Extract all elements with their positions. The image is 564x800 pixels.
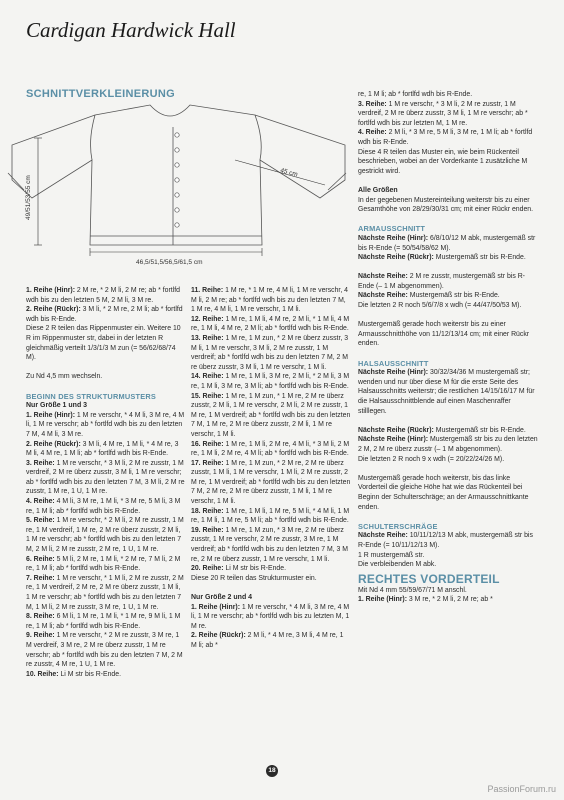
instruction-row xyxy=(358,291,538,301)
row-text: 2 M re, * 2 M li, 2 M re; ab * fortlfd wdh bis zu den letzten 5 M, 2 M li, 3 M re. xyxy=(26,287,180,304)
neckline-continue: Mustergemäß gerade hoch weiterstr, bis das linke Vorderteil die gleiche Höhe hat wie das Rückenteil bei Beginn der Schulterschräge; an der Armausschnittkante enden. xyxy=(358,474,529,511)
row-text: 3 M li, * 2 M re, 2 M li; ab * fortlfd wdh bis R-Ende. xyxy=(26,306,183,323)
instruction-row xyxy=(358,128,538,147)
pattern-rows-11-20 xyxy=(191,286,351,574)
button-icon xyxy=(175,163,179,167)
button-icon xyxy=(175,148,179,152)
row-text: 1 M re, 1 M li, 2 M re, 4 M li, * 3 M li, 2 M re, 1 M li, 2 M re, 4 M li; ab * fortlfd wdh bis R-Ende. xyxy=(191,440,350,458)
row-label: 14. Reihe: xyxy=(191,373,224,381)
row-text: Die letzten 2 R noch 9 x wdh (= 20/22/24/26 M). xyxy=(358,455,505,463)
pattern-rows-1-10 xyxy=(26,411,186,680)
instruction-row xyxy=(191,315,351,334)
row-label: 17. Reihe: xyxy=(191,459,224,467)
row-label: Nächste Reihe (Hinr): xyxy=(358,436,429,444)
instruction-row xyxy=(358,595,538,605)
row-text: 1 M re verschr, * 3 M li, 2 M re zusstr, 1 M verdreif, 2 M re überz zusstr, 3 M li, 1 M re verschr; ab * fortlfd wdh bis zur letzten M, 1 M re. xyxy=(358,100,528,127)
instruction-row xyxy=(358,586,538,596)
row-label: 19. Reihe: xyxy=(191,526,224,534)
instruction-row xyxy=(26,631,186,669)
row-text: 1 R mustergemäß str. xyxy=(358,551,425,559)
instruction-row xyxy=(191,440,351,459)
dim-width-label: 46,5/51,5/56,5/61,5 cm xyxy=(136,259,203,266)
instruction-row xyxy=(358,531,538,550)
heading-armausschnitt: ARMAUSSCHNITT xyxy=(358,224,426,234)
pattern-rows-3-4 xyxy=(358,100,538,148)
pattern-note-front: Diese 4 R teilen das Muster ein, wie beim Rückenteil beschrieben, wobei an der Vorderkante 1 zusätzliche M gestrickt wird. xyxy=(358,148,528,175)
instruction-row xyxy=(358,560,538,570)
subheading-size-1-3: Nur Größe 1 und 3 xyxy=(26,402,88,410)
instruction-row xyxy=(26,574,186,612)
row-label: 15. Reihe: xyxy=(191,392,224,400)
row-text: 2 M li, * 4 M re, 3 M li, 4 M re, 1 M li; ab * xyxy=(191,632,344,649)
row-label: 3. Reihe: xyxy=(358,100,387,108)
instruction-row xyxy=(26,497,186,516)
subheading-size-2-4: Nur Größe 2 und 4 xyxy=(191,594,253,601)
instruction-row xyxy=(26,411,186,440)
row-text: Mustergemäß str bis R-Ende. xyxy=(433,254,526,262)
row-text: 1 M re verschr, * 3 M li, 2 M re zusstr, 1 M verdreif, 2 M re überz zusstr, 3 M li, 1 M re verschr; ab * fortlfd wdh bis zu den letzten 7 M, 3 M li, 2 M re zusstr, 1 M re, 1 U, 1 M re. xyxy=(26,459,185,496)
row-label: 4. Reihe: xyxy=(358,129,387,137)
heading-rechtes-vorderteil: RECHTES VORDERTEIL xyxy=(358,571,500,586)
armhole-line-left xyxy=(91,115,95,160)
pattern-rows-size-2-4 xyxy=(191,603,351,651)
instruction-row xyxy=(191,459,351,507)
row-text: Die verbleibenden M abk. xyxy=(358,561,437,569)
row-text: 1 M re, 1 M zun, * 3 M re, 2 M re überz zusstr, 1 M re verschr, 2 M re zusstr, 3 M re, 1 M verdreif; ab * fortlfd wdh bis zu den letzten 7 M, 3 M re, 2 M re überz zusstr, 1 M re verschr, 1 M li. xyxy=(191,526,349,563)
row-label: 11. Reihe: xyxy=(191,287,224,294)
instruction-row xyxy=(191,372,351,391)
row-label: 1. Reihe (Hinr): xyxy=(26,287,76,294)
button-icon xyxy=(175,133,179,137)
instruction-row xyxy=(358,234,538,253)
instruction-row xyxy=(358,426,538,436)
row-text: Li M str bis R-Ende. xyxy=(223,565,286,573)
row-text: 30/32/34/36 M mustergemäß str; wenden und nur über diese M für die erste Seite des Halsausschnitts weiterstr; die restlichen 14/15/16/17 M für die Halsausschnittblende auf einen Maschenraffer stilllegen. xyxy=(358,369,535,415)
row-text: 3 M re, * 2 M li, 2 M re; ab * xyxy=(407,596,493,604)
button-icon xyxy=(175,178,179,182)
instruction-row xyxy=(191,631,351,650)
instruction-row xyxy=(358,551,538,561)
row-label: 1. Reihe (Hinr): xyxy=(26,411,76,419)
row-text: Diese 2 R teilen das Rippenmuster ein. Weitere 10 R im Rippenmuster str, dabei in der letzten R gleichmäßig verteilt 1/3/1/3 M zun (= 56/62/68/74 M). xyxy=(26,325,181,362)
dim-height-label: 49/51/53/55 cm xyxy=(25,175,32,220)
armhole-rows xyxy=(358,234,538,263)
cardigan-schematic xyxy=(0,100,360,275)
instruction-row xyxy=(191,526,351,564)
watermark: PassionForum.ru xyxy=(487,784,556,794)
row-label: 8. Reihe: xyxy=(26,613,55,621)
row-text: 1 M re verschr, * 1 M li, 2 M re zusstr, 2 M re, 1 M verdreif, 2 M re, 2 M re überz zusstr, 1 M li, 1 M re verschr; ab * fortlfd wdh bis zu den letzten 7 M, 1 M li, 2 M re zusstr, 3 M re, 1 U, 1 M re. xyxy=(26,574,184,611)
row-label: Nächste Reihe (Rückr): xyxy=(358,426,434,434)
armhole-rows-2 xyxy=(358,272,538,310)
instruction-row xyxy=(358,301,538,311)
row-text: 4 M li, 3 M re, 1 M li, * 3 M re, 5 M li, 3 M re, 1 M li; ab * fortlfd wdh bis R-Ende. xyxy=(26,498,181,515)
instruction-row xyxy=(191,392,351,440)
instruction-row xyxy=(358,100,538,129)
rib-instructions xyxy=(26,286,186,363)
continued-text: re, 1 M li; ab * fortlfd wdh bis R-Ende. xyxy=(358,91,473,98)
instruction-row xyxy=(26,612,186,631)
dim-sleeve-label: 45 cm xyxy=(279,167,299,179)
section-heading: SCHNITTVERKLEINERUNG xyxy=(26,88,176,100)
instruction-row xyxy=(191,507,351,526)
row-label: Nächste Reihe (Rückr): xyxy=(358,254,434,262)
row-text: 1 M re verschr, * 2 M li, 2 M re zusstr, 1 M re, 1 M verdreif, 1 M re, 2 M re überz zusstr, 2 M li, 1 M re verschr; ab * fortlfd wdh bis zu den letzten 7 M, 2 M li, 2 M re zusstr, 2 M re, 1 U, 1 M re. xyxy=(26,517,184,554)
row-label: Nächste Reihe: xyxy=(358,273,408,281)
instruction-row xyxy=(26,516,186,554)
instruction-row xyxy=(26,286,186,305)
row-label: Nächste Reihe: xyxy=(358,292,408,300)
instruction-row xyxy=(358,368,538,416)
neckline-rows xyxy=(358,368,538,416)
row-text: Mit Nd 4 mm 55/59/67/71 M anschl. xyxy=(358,586,467,594)
instruction-row xyxy=(191,334,351,372)
row-text: Mustergemäß str bis R-Ende. xyxy=(407,292,500,300)
all-sizes-text: In der gegebenen Mustereinteilung weiterstr bis zu einer Gesamthöhe von 28/29/30/31 cm; mit einer Rückr enden. xyxy=(358,196,534,214)
row-label: 10. Reihe: xyxy=(26,670,59,678)
instruction-row xyxy=(191,286,351,315)
button-icon xyxy=(175,223,179,227)
needle-change: Zu Nd 4,5 mm wechseln. xyxy=(26,373,103,381)
text-column-2 xyxy=(191,286,351,651)
row-label: 4. Reihe: xyxy=(26,498,55,506)
pattern-note: Diese 20 R teilen das Strukturmuster ein. xyxy=(191,574,317,582)
row-label: 2. Reihe (Rückr): xyxy=(191,632,246,640)
row-text: 1 M re verschr, * 4 M li, 3 M re, 4 M li, 1 M re verschr; ab * fortlfd wdh bis zu letzten M, 1 M re. xyxy=(191,603,350,630)
heading-halsausschnitt: HALSAUSSCHNITT xyxy=(358,358,429,368)
row-label: 2. Reihe (Rückr): xyxy=(26,306,81,314)
button-icon xyxy=(175,193,179,197)
armhole-line-right xyxy=(255,115,261,160)
row-label: 7. Reihe: xyxy=(26,574,55,582)
row-text: Mustergemäß str bis R-Ende. xyxy=(433,426,526,434)
shoulder-rows xyxy=(358,531,538,569)
row-label: 2. Reihe (Rückr): xyxy=(26,440,81,448)
row-text: 2 M li, * 3 M re, 5 M li, 3 M re, 1 M li; ab * fortlfd wdh bis R-Ende. xyxy=(358,129,533,146)
row-label: 18. Reihe: xyxy=(191,507,224,515)
row-text: 1 M re, 1 M zun, * 2 M re überz zusstr, 3 M li, 1 M re verschr, 3 M li, 2 M re zusstr, 1 M verdreif; ab * fortlfd wdh bis zu den letzten 7 M, 2 M re überz zusstr, 3 M li, 1 M re verschr, 1 M li. xyxy=(191,334,349,371)
instruction-row xyxy=(358,253,538,263)
instruction-row xyxy=(191,603,351,632)
heading-schulterschraege: SCHULTERSCHRÄGE xyxy=(358,521,438,531)
row-text: 1 M re, 1 M li, 1 M re, 5 M li, * 4 M li, 1 M re, 1 M li, 1 M re, 5 M li; ab * fortlfd wdh bis R-Ende. xyxy=(191,507,350,525)
instruction-row xyxy=(26,440,186,459)
text-column-1 xyxy=(26,286,186,679)
row-text: 1 M re verschr, * 4 M li, 3 M re, 4 M li, 1 M re verschr; ab * fortlfd wdh bis zu den letzten 7 M, 4 M li, 3 M re. xyxy=(26,411,185,438)
instruction-row xyxy=(358,455,538,465)
row-label: 13. Reihe: xyxy=(191,334,224,342)
instruction-row xyxy=(26,459,186,497)
page-title: Cardigan Hardwick Hall xyxy=(26,18,236,42)
row-text: 6/8/10/12 M abk, mustergemäß str bis R-Ende (= 50/54/58/62 M). xyxy=(358,234,536,252)
row-text: 10/11/12/13 M abk, mustergemäß str bis R-Ende (= 10/11/12/13 M). xyxy=(358,532,533,549)
row-text: Die letzten 2 R noch 5/6/7/8 x wdh (= 44/47/50/53 M). xyxy=(358,302,522,310)
cuff-line-left xyxy=(8,173,24,190)
row-text: 5 M li, 2 M re, 1 M li, * 2 M re, 7 M li, 2 M re, 1 M li; ab * fortlfd wdh bis R-Ende. xyxy=(26,555,181,573)
right-front-rows xyxy=(358,586,538,605)
page-number: 18 xyxy=(266,765,278,777)
row-label: 5. Reihe: xyxy=(26,517,55,525)
row-label: Nächste Reihe (Hinr): xyxy=(358,369,429,377)
instruction-row xyxy=(26,670,186,680)
row-text: 1 M re, 1 M li, 4 M re, 2 M li, * 1 M li, 4 M re, 1 M li, 4 M re, 2 M li; ab * fortlfd wdh bis R-Ende. xyxy=(191,315,350,333)
row-label: 6. Reihe: xyxy=(26,555,55,563)
row-text: 2 M re zusstr, mustergemäß str bis R-Ende (– 1 M abgenommen). xyxy=(358,273,525,290)
row-text: 3 M li, 4 M re, 1 M li, * 4 M re, 3 M li, 4 M re, 1 M li; ab * fortlfd wdh bis R-Ende. xyxy=(26,440,179,458)
instruction-row xyxy=(191,564,351,574)
instruction-row xyxy=(26,305,186,324)
row-text: 1 M re, * 1 M re, 4 M li, 1 M re verschr, 4 M li, 2 M re; ab * fortlfd wdh bis zu den letzten 7 M, 1 M re, 4 M li, 1 M re verschr, 1 M li. xyxy=(191,287,349,314)
row-label: 3. Reihe: xyxy=(26,459,55,467)
button-icon xyxy=(175,208,179,212)
instruction-row xyxy=(358,435,538,454)
row-label: Nächste Reihe: xyxy=(358,532,408,540)
row-text: 1 M re, 1 M zun, * 2 M re, 2 M re überz zusstr, 1 M li, 1 M re verschr, 1 M li, 2 M re zusstr, 2 M re, 1 M verdreif; ab * fortlfd wdh bis zu den letzten 7 M, 2 M re, 2 M re überz zusstr, 1 M li, 1 M re verschr, 1 M li. xyxy=(191,459,351,506)
heading-strukturmuster: BEGINN DES STRUKTURMUSTERS xyxy=(26,391,157,401)
row-label: 16. Reihe: xyxy=(191,440,224,448)
subheading-all-sizes: Alle Größen xyxy=(358,186,398,194)
row-label: 1. Reihe (Hinr): xyxy=(191,603,241,611)
row-text: 1 M re, 1 M li, 3 M re, 2 M li, * 2 M li, 3 M re, 1 M li, 3 M re, 3 M li; ab * fortlfd wdh bis R-Ende. xyxy=(191,373,350,390)
armhole-continue: Mustergemäß gerade hoch weiterstr bis zu einer Armausschnitthöhe von 11/12/13/14 cm; mit einer Rückr enden. xyxy=(358,321,530,348)
row-text: 6 M li, 1 M re, 1 M li, * 1 M re, 9 M li, 1 M re, 1 M li; ab * fortlfd wdh bis R-Ende. xyxy=(26,613,181,630)
row-label: 1. Reihe (Hinr): xyxy=(358,596,408,604)
instruction-row xyxy=(358,272,538,291)
row-text: Mustergemäß str bis zu den letzten 2 M, 2 M re überz zusstr (– 1 M abgenommen). xyxy=(358,436,538,453)
instruction-row xyxy=(26,324,186,362)
instruction-row xyxy=(26,555,186,574)
row-text: 1 M re verschr, * 2 M re zusstr, 3 M re, 1 M verdreif, 3 M re, 2 M re überz zusstr, 1 M re verschr; ab * fortlfd wdh bis zu den letzten 7 M, 2 M re zusstr, 4 M re, 1 U, 1 M re. xyxy=(26,632,183,669)
row-label: 12. Reihe: xyxy=(191,315,224,323)
neckline-rows-2 xyxy=(358,426,538,464)
row-label: 20. Reihe: xyxy=(191,565,224,573)
row-label: 9. Reihe: xyxy=(26,632,55,640)
text-column-3 xyxy=(358,90,538,605)
row-label: Nächste Reihe (Hinr): xyxy=(358,234,429,242)
row-text: 1 M re, 1 M zun, * 1 M re, 2 M re überz zusstr, 2 M li, 1 M re verschr, 2 M li, 2 M re zusstr, 1 M re, 1 M verdreif; ab * fortlfd wdh bis zu den letzten 7 M, 1 M re, 2 M re überz zusstr, 2 M li, 1 M re verschr, 1 M li. xyxy=(191,392,351,438)
row-text: Li M str bis R-Ende. xyxy=(58,670,121,678)
